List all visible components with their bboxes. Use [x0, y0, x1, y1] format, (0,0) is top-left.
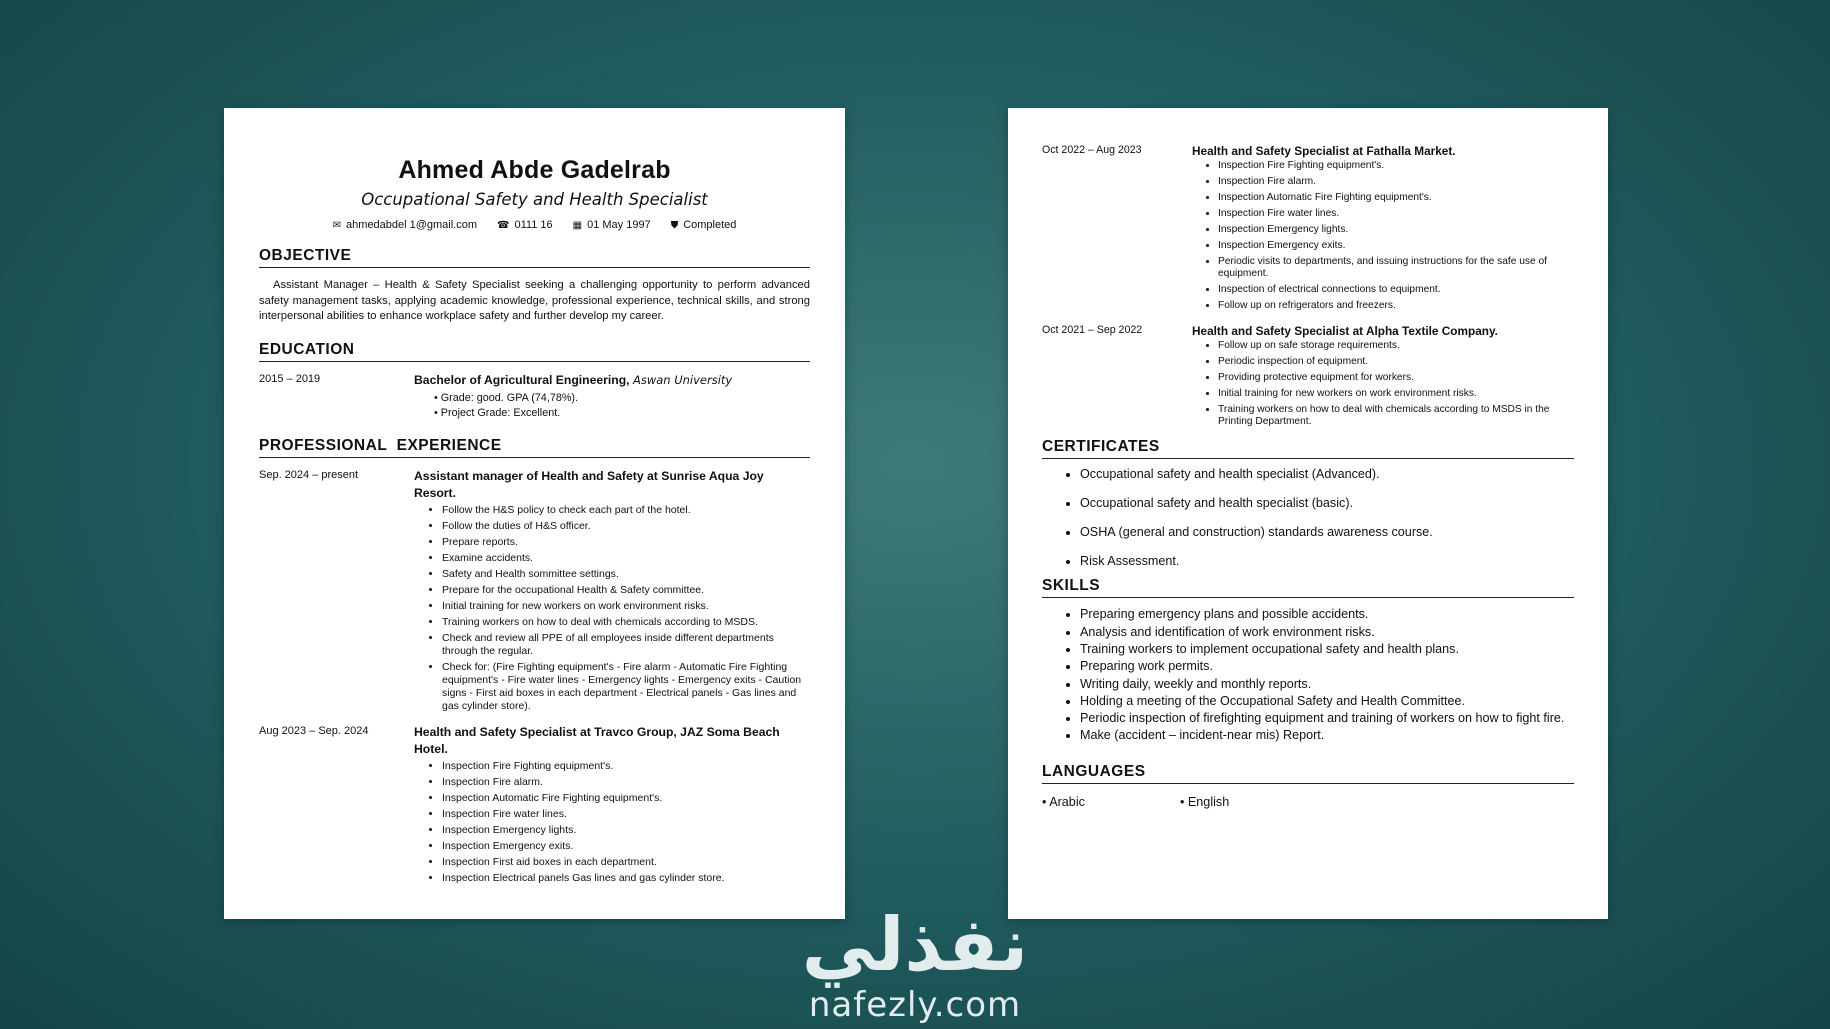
- list-item: • Providing protective equipment for workers.: [1218, 372, 1574, 384]
- list-item: • Inspection Fire water lines.: [1218, 208, 1574, 220]
- list-item: • Inspection Emergency exits.: [1218, 240, 1574, 252]
- list-item: • Follow up on safe storage requirements.: [1218, 340, 1574, 352]
- email-text: ahmedabdel 1@gmail.com: [346, 219, 478, 231]
- list-item: • Analysis and identification of work environment risks.: [1080, 624, 1574, 641]
- calendar-icon: ▦: [572, 219, 583, 231]
- experience-date: Oct 2021 – Sep 2022: [1042, 324, 1143, 337]
- language-item: • English: [1180, 794, 1230, 809]
- experience-entry-3: [1042, 144, 1574, 316]
- experience-date: Sep. 2024 – present: [259, 468, 359, 481]
- experience-bullets: [1192, 160, 1574, 312]
- list-item: • Inspection Fire Fighting equipment's.: [1218, 160, 1574, 172]
- list-item: • Safety and Health sommittee settings.: [442, 568, 810, 581]
- objective-text: Assistant Manager – Health & Safety Specialist seeking a challenging opportunity to perform advanced safety management tasks, applying academic knowledge, professional experience, technical skills, and strong interpersonal abilities to enhance workplace safety and further develop my career.: [259, 279, 810, 322]
- contact-row: [259, 219, 810, 231]
- languages-heading: LANGUAGES: [1042, 763, 1574, 784]
- experience-entry-2: [259, 724, 810, 888]
- list-item: • Examine accidents.: [442, 552, 810, 565]
- list-item: • Writing daily, weekly and monthly reports.: [1080, 676, 1574, 693]
- list-item: • Preparing emergency plans and possible accidents.: [1080, 606, 1574, 623]
- list-item: • Make (accident – incident-near mis) Report.: [1080, 727, 1574, 744]
- languages-list: [1042, 795, 1574, 809]
- list-item: • Check and review all PPE of all employees inside different departments through the regular.: [442, 632, 810, 658]
- experience-date: Oct 2022 – Aug 2023: [1042, 144, 1142, 156]
- list-item: • Initial training for new workers on work environment risks.: [1218, 388, 1574, 400]
- education-details: [414, 391, 810, 421]
- list-item: • Training workers on how to deal with chemicals according to MSDS.: [442, 616, 810, 629]
- list-item: • Inspection of electrical connections to equipment.: [1218, 284, 1574, 296]
- education-degree: Bachelor of Agricultural Engineering,: [414, 372, 630, 387]
- list-item: • Preparing work permits.: [1080, 658, 1574, 675]
- education-institution: Aswan University: [632, 372, 733, 387]
- list-item: • Inspection Fire alarm.: [442, 776, 810, 789]
- list-item: • Holding a meeting of the Occupational Safety and Health Committee.: [1080, 693, 1574, 710]
- list-item: • Inspection Emergency lights.: [442, 824, 810, 837]
- phone-text: 0111 16: [514, 219, 553, 231]
- certificates-heading: CERTIFICATES: [1042, 438, 1574, 459]
- resume-page-1: [224, 108, 845, 919]
- watermark-arabic: نفذلي: [801, 902, 1029, 988]
- education-entry: [259, 372, 810, 421]
- experience-role: Health and Safety Specialist at Travco Group, JAZ Soma Beach Hotel.: [414, 724, 780, 756]
- experience-bullets: [1192, 340, 1574, 429]
- list-item: • Prepare for the occupational Health & Safety committee.: [442, 584, 810, 597]
- experience-bullets: [414, 504, 810, 713]
- experience-entry-1: [259, 468, 810, 716]
- experience-entry-4: [1042, 324, 1574, 432]
- language-item: • Arabic: [1042, 794, 1085, 809]
- list-item: • Risk Assessment.: [1080, 554, 1574, 569]
- phone-icon: ☎: [497, 219, 510, 231]
- experience-date: Aug 2023 – Sep. 2024: [259, 724, 369, 737]
- list-item: • Initial training for new workers on work environment risks.: [442, 600, 810, 613]
- experience-heading: PROFESSIONAL EXPERIENCE: [259, 437, 810, 458]
- experience-bullets: [414, 760, 810, 885]
- certificates-list: [1042, 467, 1574, 569]
- list-item: • Prepare reports.: [442, 536, 810, 549]
- list-item: • Check for: (Fire Fighting equipment's - Fire alarm - Automatic Fire Fighting equipment's - Fire water lines - Emergency lights - Emergency exits - Caution signs - First aid boxes in each department - Electrical panels - Gas lines and gas cylinder store).: [442, 661, 810, 713]
- list-item: • Follow the duties of H&S officer.: [442, 520, 810, 533]
- list-item: • Periodic inspection of firefighting equipment and training of workers on how to fight fire.: [1080, 710, 1574, 727]
- list-item: • Project Grade: Excellent.: [434, 406, 810, 421]
- list-item: • Training workers on how to deal with chemicals according to MSDS in the Printing Department.: [1218, 404, 1574, 429]
- education-date: 2015 – 2019: [259, 372, 321, 385]
- experience-role: Health and Safety Specialist at Fathalla Market.: [1192, 144, 1456, 158]
- contact-military: [671, 219, 737, 231]
- list-item: • Inspection Fire water lines.: [442, 808, 810, 821]
- list-item: • Follow the H&S policy to check each part of the hotel.: [442, 504, 810, 517]
- birthdate-text: 01 May 1997: [587, 219, 651, 231]
- experience-role: Assistant manager of Health and Safety at Sunrise Aqua Joy Resort.: [414, 468, 764, 500]
- list-item: • Inspection Emergency exits.: [442, 840, 810, 853]
- list-item: • Training workers to implement occupational safety and health plans.: [1080, 641, 1574, 658]
- contact-phone: [497, 219, 553, 231]
- military-text: Completed: [683, 219, 737, 231]
- skills-heading: SKILLS: [1042, 577, 1574, 598]
- list-item: • Periodic inspection of equipment.: [1218, 356, 1574, 368]
- resume-page-2: [1008, 108, 1608, 919]
- list-item: • Occupational safety and health specialist (basic).: [1080, 496, 1574, 511]
- list-item: • Inspection Fire alarm.: [1218, 176, 1574, 188]
- list-item: • Periodic visits to departments, and issuing instructions for the safe use of equipment.: [1218, 256, 1574, 281]
- experience-role: Health and Safety Specialist at Alpha Textile Company.: [1192, 324, 1498, 339]
- contact-email: [333, 219, 477, 231]
- watermark-latin: nafezly.com: [808, 985, 1022, 1025]
- skills-list: [1042, 606, 1574, 744]
- envelope-icon: ✉: [332, 219, 341, 231]
- list-item: • Inspection First aid boxes in each department.: [442, 856, 810, 869]
- shield-icon: ⛊: [670, 219, 679, 231]
- resume-name: Ahmed Abde Gadelrab: [398, 156, 671, 184]
- list-item: • Follow up on refrigerators and freezers.: [1218, 300, 1574, 312]
- list-item: • Inspection Fire Fighting equipment's.: [442, 760, 810, 773]
- list-item: • Occupational safety and health specialist (Advanced).: [1080, 467, 1574, 482]
- list-item: • Inspection Automatic Fire Fighting equipment's.: [1218, 192, 1574, 204]
- list-item: • OSHA (general and construction) standards awareness course.: [1080, 525, 1574, 540]
- resume-title: Occupational Safety and Health Specialist: [361, 190, 708, 209]
- list-item: • Inspection Emergency lights.: [1218, 224, 1574, 236]
- list-item: • Inspection Automatic Fire Fighting equipment's.: [442, 792, 810, 805]
- list-item: • Inspection Electrical panels Gas lines and gas cylinder store.: [442, 872, 810, 885]
- objective-heading: OBJECTIVE: [259, 247, 810, 268]
- contact-birthdate: [573, 219, 651, 231]
- education-heading: EDUCATION: [259, 341, 810, 362]
- list-item: • Grade: good. GPA (74,78%).: [434, 391, 810, 406]
